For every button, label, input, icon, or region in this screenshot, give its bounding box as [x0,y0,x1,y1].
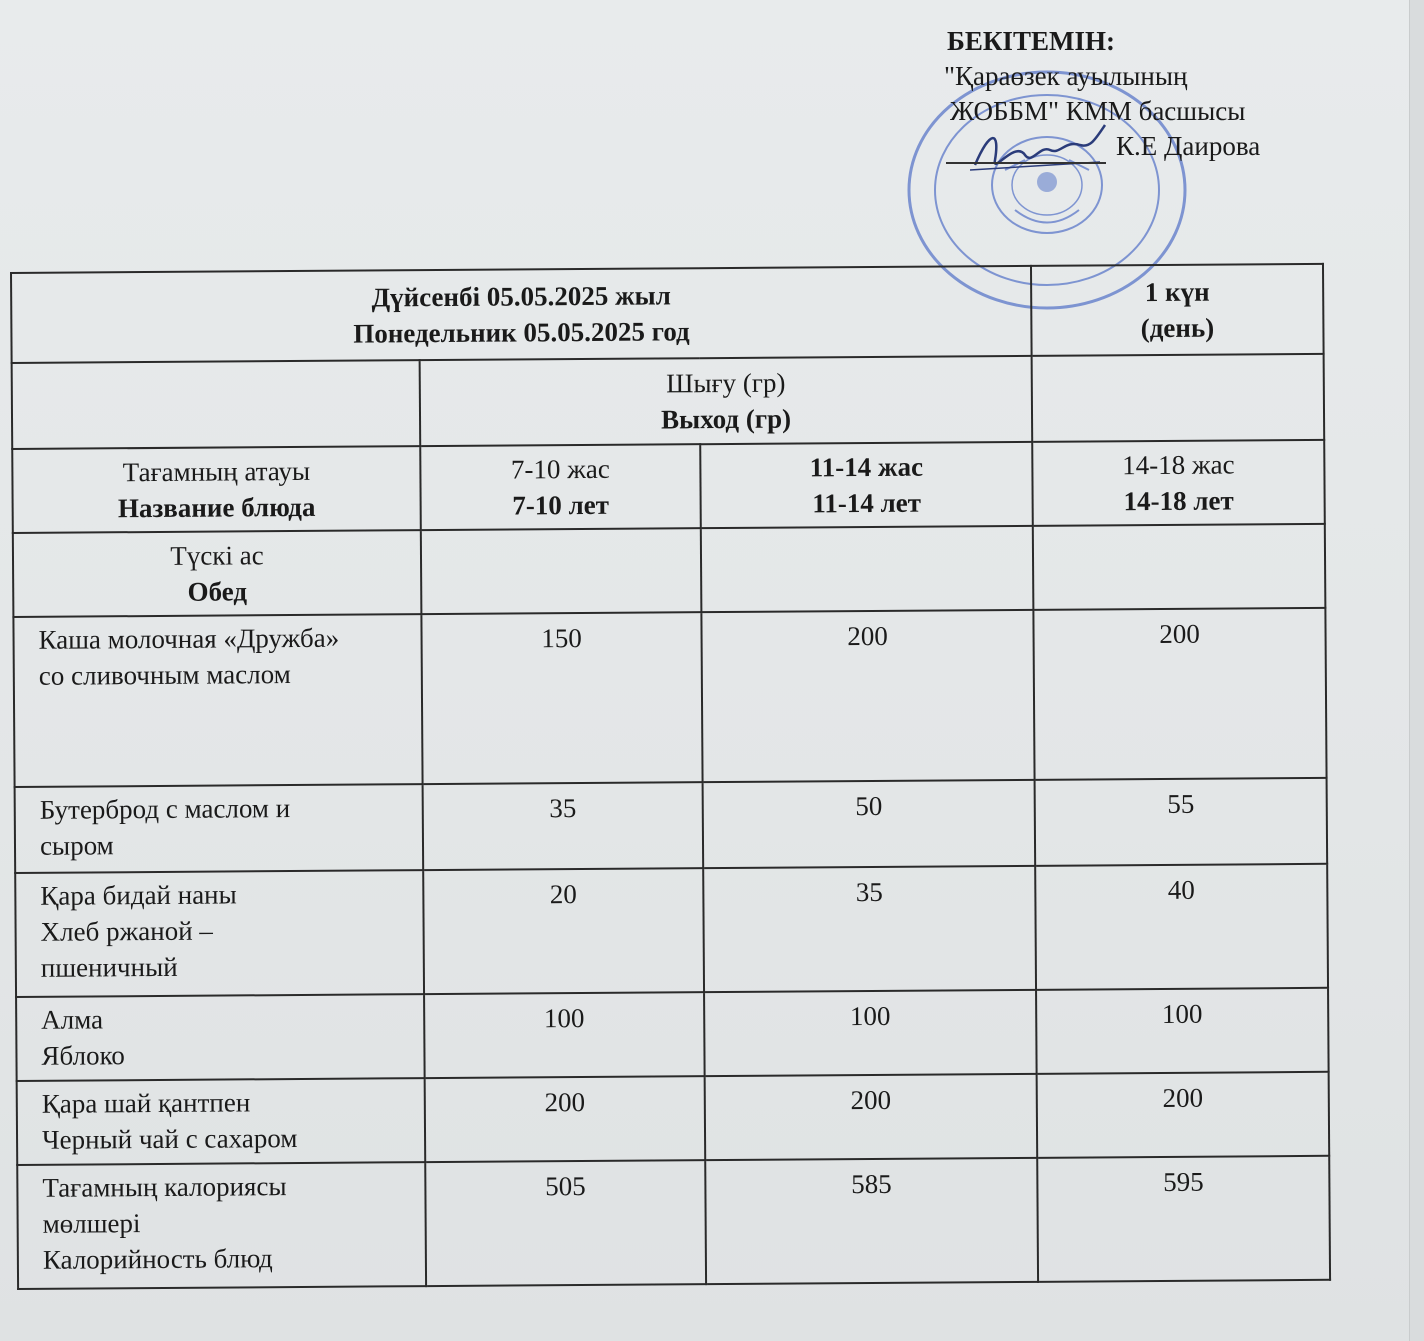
meal-cell [13,530,422,617]
column-header-age2 [700,442,1033,528]
value-age1: 35 [423,782,704,870]
dish-name-line: Яблоко [41,1040,125,1071]
value-age3: 200 [1033,608,1326,780]
value-age3: 55 [1035,778,1328,866]
dish-name-line: Қара шай қантпен [41,1087,251,1119]
approval-org-line1: "Қараөзек ауылының [944,61,1188,91]
dish-name-cell [15,784,424,873]
table-row [17,1156,1330,1289]
value-age1: 200 [425,1076,706,1162]
day-kz: 1 күн [1144,276,1210,308]
day-ru: (день) [1140,312,1215,344]
value-age1: 20 [423,868,704,994]
column-header-name [12,446,421,533]
age1-kz: 7-10 жас [510,453,610,485]
column-header-age1 [420,444,701,530]
value-age2: 100 [704,990,1037,1076]
dish-name-cell [17,1078,426,1165]
age2-ru: 11-14 лет [812,487,922,519]
columns-row [12,440,1325,533]
dish-name-cell [17,1162,426,1289]
output-ru: Выход (гр) [660,403,792,435]
column-header-age3 [1032,440,1325,526]
dish-name-line: Алма [41,1004,104,1035]
meal-ru: Обед [187,576,248,607]
value-age2: 50 [703,780,1036,868]
value-age1: 150 [421,612,702,784]
approver-name: К.Е Даирова [1116,131,1261,161]
output-cell [420,356,1033,446]
dish-name-line: мөлшері [42,1208,141,1239]
value-age2: 200 [705,1074,1038,1160]
table-row [15,864,1328,997]
day-cell [1031,264,1324,356]
value-age2: 35 [703,866,1036,992]
age2-kz: 11-14 жас [809,451,924,483]
dish-name-cell [16,994,425,1081]
approval-heading: БЕКІТЕМІН: [947,26,1115,56]
age3-kz: 14-18 жас [1122,449,1235,481]
dish-name-line: Қара бидай наны [40,879,237,911]
column-name-ru: Название блюда [117,491,316,524]
date-cell [11,266,1032,363]
output-row [12,354,1325,449]
table-row [13,608,1326,787]
approval-signature-row [946,129,1300,164]
value-age3: 100 [1036,988,1329,1074]
menu-table [10,263,1331,1290]
dish-name-line: Калорийность блюд [42,1243,273,1275]
value-age3: 595 [1037,1156,1330,1282]
empty-cell [1033,524,1326,610]
age3-ru: 14-18 лет [1123,485,1234,517]
date-kz: Дүйсенбі 05.05.2025 жыл [371,280,671,313]
value-age3: 40 [1035,864,1328,990]
value-age1: 505 [425,1160,706,1286]
date-ru: Понедельник 05.05.2025 год [353,316,690,349]
paper-edge [1409,0,1424,1341]
dish-name-line: сыром [39,830,114,861]
dish-name-line: со сливочным маслом [38,659,291,691]
empty-cell [12,360,421,449]
dish-name-cell [15,870,424,997]
dish-name-cell [13,614,422,787]
empty-cell [421,528,702,614]
value-age2: 585 [705,1158,1038,1284]
signature-line [946,136,1106,164]
dish-name-line: Каша молочная «Дружба» [38,622,340,655]
value-age3: 200 [1037,1072,1330,1158]
table-row [15,778,1328,873]
dish-name-line: Тағамның калориясы [42,1171,287,1203]
column-name-kz: Тағамның атауы [122,455,311,488]
dish-name-line: пшеничный [40,951,178,983]
dish-name-line: Бутерброд с маслом и [39,793,291,825]
age1-ru: 7-10 лет [512,489,610,521]
meal-row [13,524,1326,617]
meal-kz: Түскі ас [170,540,264,571]
dish-name-line: Черный чай с сахаром [41,1123,298,1155]
empty-cell [701,526,1034,612]
value-age1: 100 [424,992,705,1078]
dish-name-line: Хлеб ржаной – [40,915,213,947]
table-row [16,988,1329,1081]
empty-cell [1032,354,1325,442]
approval-org-line2: ЖОББМ" КММ басшысы [950,96,1246,126]
output-kz: Шығу (гр) [666,367,786,399]
table-row [17,1072,1330,1165]
table-header-row [11,264,1324,363]
approval-block [940,24,1300,164]
value-age2: 200 [701,610,1034,782]
